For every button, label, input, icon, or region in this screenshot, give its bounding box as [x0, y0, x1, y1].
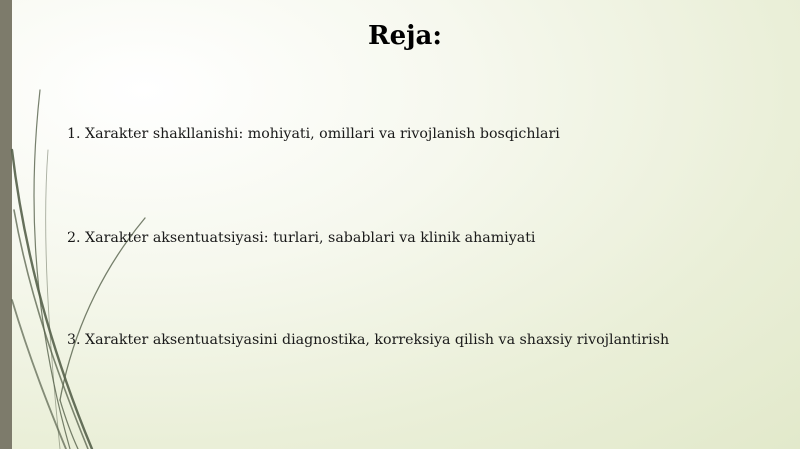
plan-item-1: 1. Xarakter shakllanishi: mohiyati, omillari va rivojlanish bosqichlari: [67, 126, 560, 142]
plan-item-3: 3. Xarakter aksentuatsiyasini diagnostika, korreksiya qilish va shaxsiy rivojlantirish: [67, 332, 670, 348]
slide-title: Reja:: [367, 21, 442, 51]
plan-item-2: 2. Xarakter aksentuatsiyasi: turlari, sabablari va klinik ahamiyati: [67, 230, 536, 246]
left-accent-bar: [0, 0, 12, 449]
